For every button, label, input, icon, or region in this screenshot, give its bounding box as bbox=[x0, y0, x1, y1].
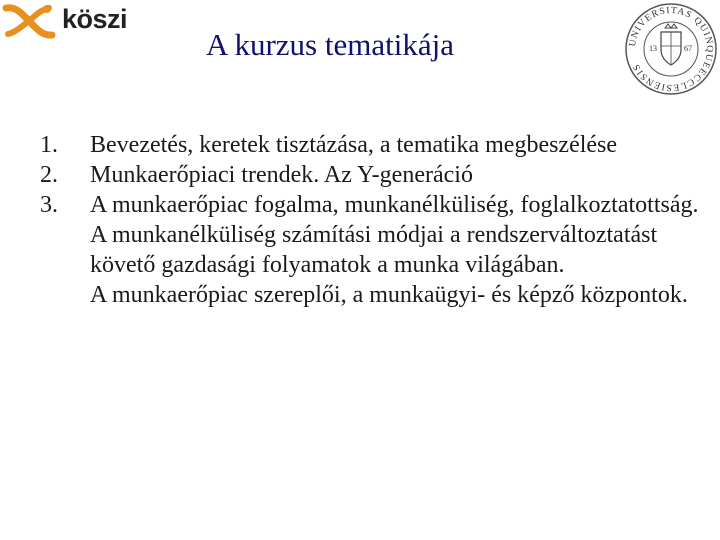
university-seal bbox=[624, 2, 718, 96]
list-item-text: Munkaerőpiaci trendek. Az Y-generáció bbox=[90, 162, 473, 188]
seal-year-right: 67 bbox=[684, 44, 692, 53]
list-item-number: 3. bbox=[40, 192, 58, 218]
koszi-logo-mark-icon bbox=[2, 2, 56, 40]
slide-title: A kurzus tematikája bbox=[206, 27, 454, 62]
list-item bbox=[40, 280, 700, 310]
list-item bbox=[40, 160, 700, 190]
seal-year-left: 13 bbox=[649, 44, 657, 53]
list-item bbox=[40, 190, 700, 280]
seal-text: UNIVERSITAS QUINQUEECCLESIENSIS bbox=[627, 5, 715, 93]
university-seal-icon bbox=[624, 2, 718, 96]
list-item bbox=[40, 130, 700, 160]
topic-list bbox=[40, 130, 700, 310]
list-item-text: A munkaerőpiac szereplői, a munkaügyi- és képző központok. bbox=[90, 282, 688, 308]
list-item-text: Bevezetés, keretek tisztázása, a tematika megbeszélése bbox=[90, 132, 618, 158]
list-item-number: 1. bbox=[40, 132, 58, 158]
list-item-text: A munkaerőpiac fogalma, munkanélküliség, foglalkoztatottság. A munkanélküliség számítási módjai a rendszerváltoztatást követő gazdasági folyamatok a munka világában. bbox=[90, 192, 699, 278]
koszi-logo-text: köszi bbox=[62, 4, 128, 34]
koszi-logo bbox=[0, 0, 130, 44]
list-item-number: 2. bbox=[40, 162, 58, 188]
